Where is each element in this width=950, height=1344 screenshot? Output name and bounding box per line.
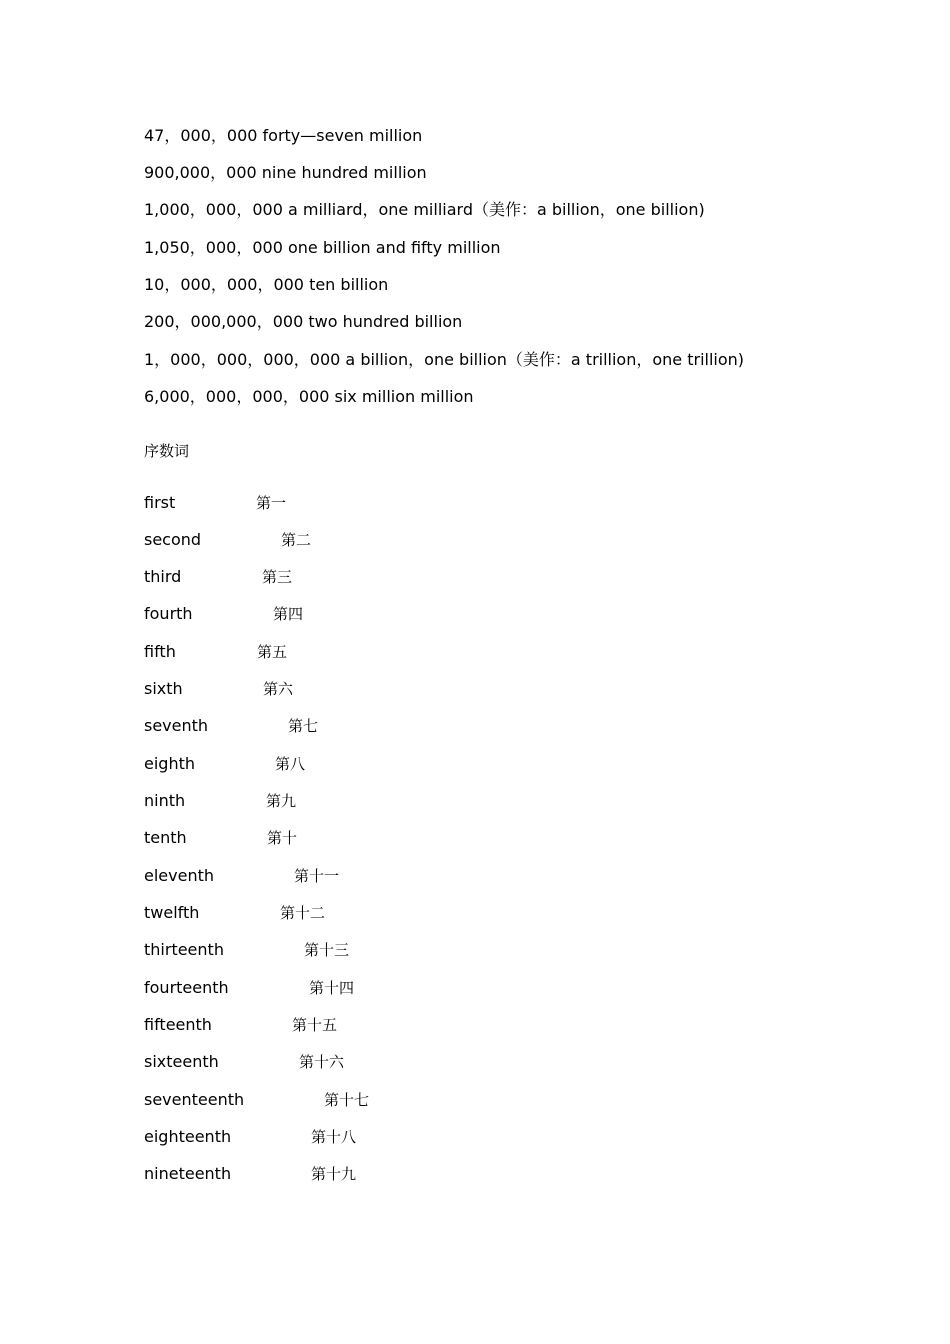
ordinal-row — [144, 567, 293, 587]
ordinal-row — [144, 1090, 370, 1110]
ordinal-chinese: 第十 — [267, 829, 298, 847]
number-line: 6,000，000，000，000 six million million — [144, 387, 474, 406]
ordinal-row — [144, 642, 288, 662]
ordinal-chinese: 第十四 — [309, 979, 355, 997]
ordinal-english: tenth — [144, 828, 187, 847]
ordinal-chinese: 第十一 — [294, 867, 340, 885]
number-line: 1,050，000，000 one billion and fifty million — [144, 238, 501, 257]
ordinal-chinese: 第十七 — [324, 1091, 370, 1109]
number-line: 200，000,000，000 two hundred billion — [144, 312, 463, 331]
number-line: 1，000，000，000，000 a billion，one billion（美作：a trillion，one trillion) — [144, 350, 745, 369]
ordinal-chinese: 第五 — [257, 643, 288, 661]
ordinal-row — [144, 716, 319, 736]
ordinal-row — [144, 1015, 338, 1035]
ordinal-english: seventeenth — [144, 1090, 245, 1109]
ordinal-chinese: 第九 — [266, 792, 297, 810]
section-heading: 序数词 — [144, 442, 190, 460]
ordinal-row — [144, 493, 287, 513]
ordinal-row — [144, 530, 312, 550]
ordinal-row — [144, 828, 298, 848]
ordinal-chinese: 第八 — [275, 755, 306, 773]
number-line: 47，000，000 forty—seven million — [144, 126, 423, 145]
ordinal-english: nineteenth — [144, 1164, 232, 1183]
ordinal-english: fifth — [144, 642, 176, 661]
ordinal-english: thirteenth — [144, 940, 224, 959]
ordinal-english: eleventh — [144, 866, 214, 885]
ordinal-chinese: 第七 — [288, 717, 319, 735]
number-line: 1,000，000，000 a milliard，one milliard（美作：a billion，one billion) — [144, 200, 705, 219]
ordinal-row — [144, 604, 304, 624]
ordinal-chinese: 第十五 — [292, 1016, 338, 1034]
ordinal-english: fourteenth — [144, 978, 229, 997]
ordinal-chinese: 第六 — [263, 680, 294, 698]
ordinal-english: twelfth — [144, 903, 200, 922]
ordinal-chinese: 第十九 — [311, 1165, 357, 1183]
ordinal-row — [144, 940, 350, 960]
ordinal-row — [144, 791, 297, 811]
ordinal-english: sixteenth — [144, 1052, 219, 1071]
ordinal-chinese: 第一 — [256, 494, 287, 512]
ordinal-english: ninth — [144, 791, 186, 810]
ordinal-row — [144, 679, 294, 699]
ordinal-english: eighteenth — [144, 1127, 232, 1146]
ordinal-english: seventh — [144, 716, 209, 735]
ordinal-chinese: 第十六 — [299, 1053, 345, 1071]
number-line: 10，000，000，000 ten billion — [144, 275, 389, 294]
ordinal-row — [144, 1164, 357, 1184]
ordinal-english: second — [144, 530, 202, 549]
number-line: 900,000，000 nine hundred million — [144, 163, 427, 182]
ordinal-row — [144, 754, 306, 774]
ordinal-row — [144, 903, 326, 923]
ordinal-english: first — [144, 493, 176, 512]
ordinal-chinese: 第十二 — [280, 904, 326, 922]
ordinal-row — [144, 978, 355, 998]
ordinal-english: eighth — [144, 754, 195, 773]
ordinal-chinese: 第三 — [262, 568, 293, 586]
ordinal-row — [144, 1127, 357, 1147]
ordinal-chinese: 第十八 — [311, 1128, 357, 1146]
ordinal-chinese: 第十三 — [304, 941, 350, 959]
ordinal-english: fourth — [144, 604, 193, 623]
ordinal-chinese: 第四 — [273, 605, 304, 623]
ordinal-english: third — [144, 567, 182, 586]
ordinal-row — [144, 866, 340, 886]
ordinal-row — [144, 1052, 345, 1072]
ordinal-english: fifteenth — [144, 1015, 212, 1034]
ordinal-chinese: 第二 — [281, 531, 312, 549]
ordinal-english: sixth — [144, 679, 183, 698]
